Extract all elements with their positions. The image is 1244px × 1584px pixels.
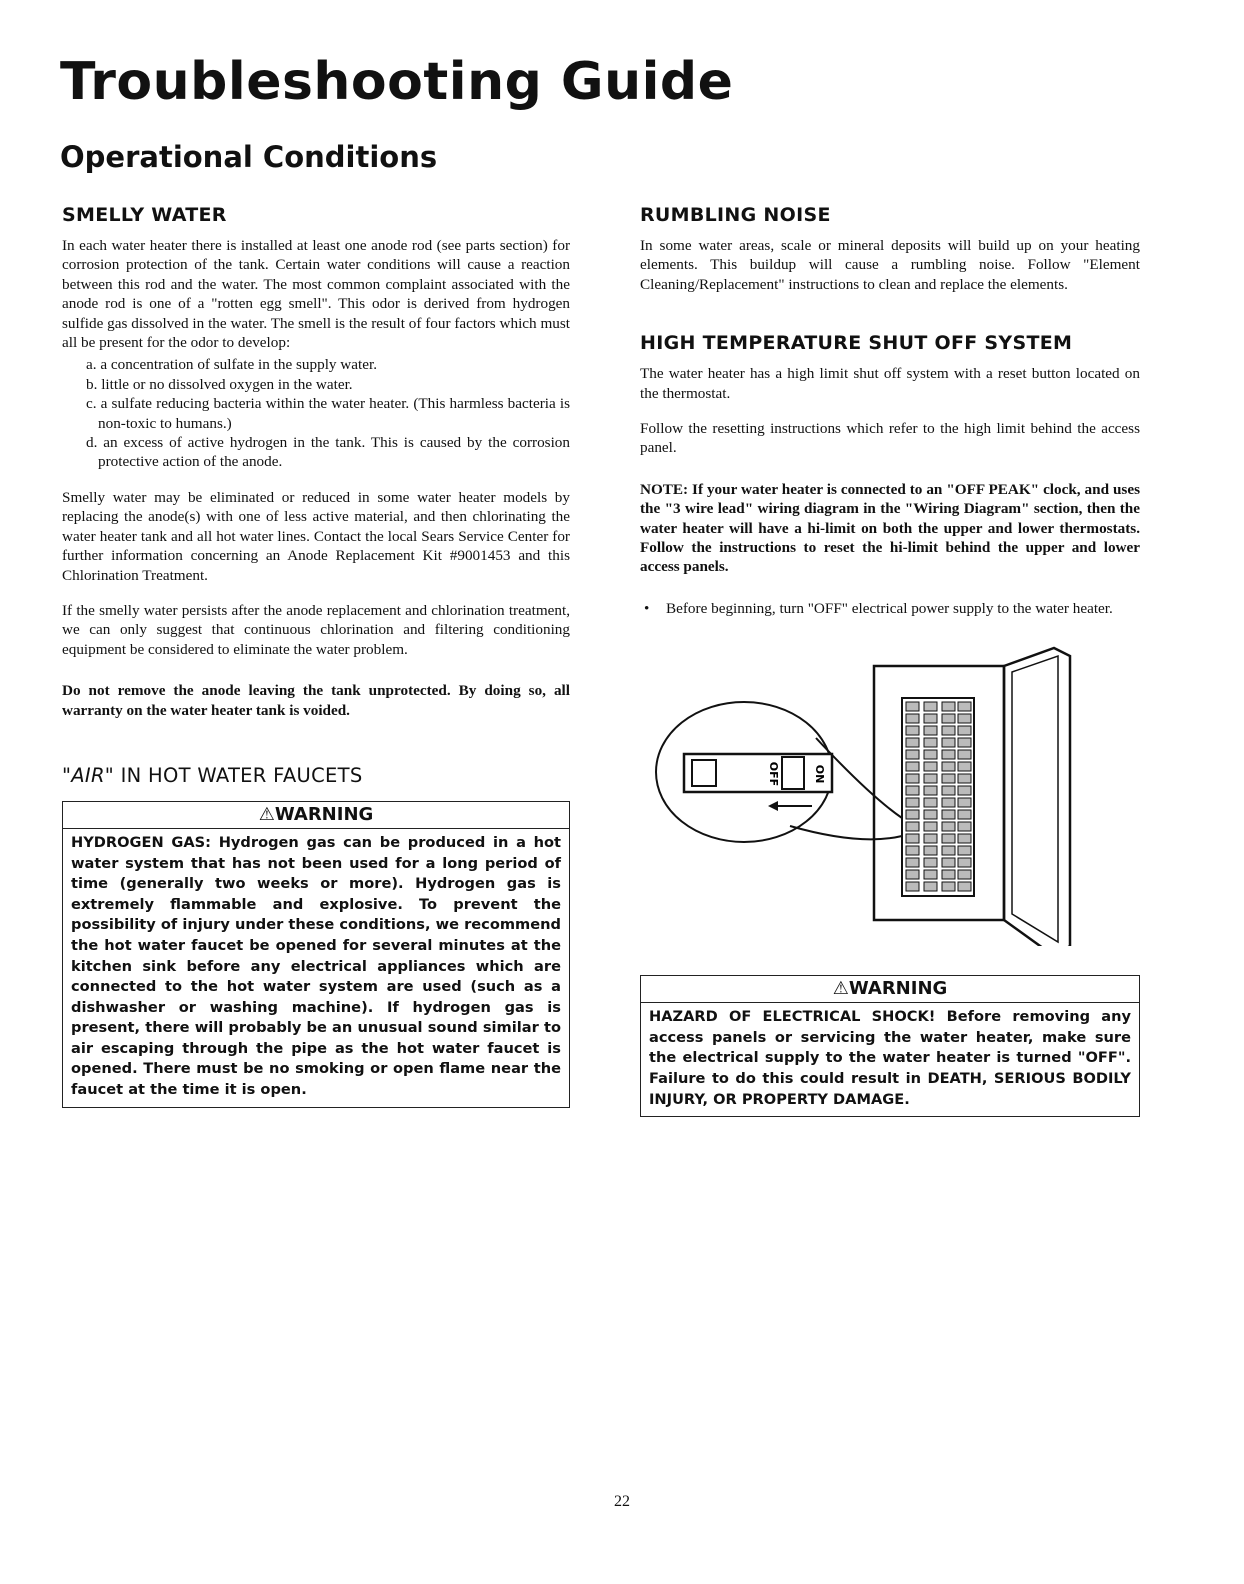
off-peak-note: NOTE: If your water heater is connected to an "OFF PEAK" clock, and uses the "3 wire lead" wiring diagram in the "Wiring Diagram" section, then the water heater will have a hi-limit on both the upper and lower thermostats. Follow the instructions to reset the hi-limit behind the upper and lower access panels. — [640, 480, 1140, 576]
breaker-switch — [906, 714, 919, 723]
breaker-off-label: OFF — [767, 762, 780, 787]
warning-title: WARNING — [848, 978, 948, 1000]
breaker-switch — [958, 846, 971, 855]
factor-item: a. a concentration of sulfate in the supply water. — [86, 356, 377, 374]
breaker-switch — [958, 858, 971, 867]
breaker-switch — [906, 750, 919, 759]
breaker-panel-diagram — [640, 646, 1140, 951]
breaker-switch — [906, 702, 919, 711]
breaker-window — [692, 760, 716, 786]
breaker-switch — [942, 738, 955, 747]
breaker-switch — [958, 822, 971, 831]
breaker-switch — [942, 774, 955, 783]
rumbling-noise-text: In some water areas, scale or mineral deposits will build up on your heating elements. This buildup will cause a rumbling noise. Follow "Element Cleaning/Replacement" instructions to clean and replace the elements. — [640, 237, 1140, 293]
hydrogen-warning-box — [62, 801, 570, 1108]
breaker-switch — [924, 810, 937, 819]
breaker-switch — [942, 822, 955, 831]
high-temp-para2: Follow the resetting instructions which refer to the high limit behind the access panel. — [640, 420, 1140, 457]
breaker-switch — [924, 726, 937, 735]
high-temp-section — [640, 332, 1140, 1117]
breaker-switch — [924, 846, 937, 855]
rumbling-noise-section — [640, 204, 1140, 294]
breaker-switch — [906, 738, 919, 747]
breaker-switch — [924, 834, 937, 843]
breaker-switch — [942, 810, 955, 819]
power-off-bullet — [640, 599, 1140, 618]
magnifier-line-bottom — [790, 826, 902, 839]
rumbling-noise-heading: RUMBLING NOISE — [640, 204, 831, 226]
breaker-toggle — [782, 757, 804, 789]
breaker-switch — [924, 714, 937, 723]
warning-title: WARNING — [274, 803, 374, 825]
high-temp-para1: The water heater has a high limit shut off system with a reset button located on the thermostat. — [640, 365, 1140, 402]
power-off-text: Before beginning, turn "OFF" electrical power supply to the water heater. — [666, 599, 1113, 617]
breaker-switch — [958, 870, 971, 879]
breaker-switch — [924, 702, 937, 711]
breaker-switch — [924, 786, 937, 795]
breaker-switch — [942, 786, 955, 795]
breaker-switch — [958, 786, 971, 795]
page-subtitle: Operational Conditions — [60, 140, 438, 174]
breaker-switch — [958, 750, 971, 759]
warning-header — [63, 802, 569, 829]
breaker-switch — [942, 762, 955, 771]
breaker-switch — [942, 858, 955, 867]
breaker-switch — [958, 810, 971, 819]
breaker-switch — [942, 702, 955, 711]
anode-warning-note: Do not remove the anode leaving the tank unprotected. By doing so, all warranty on the water heater tank is voided. — [62, 682, 570, 719]
breaker-switch — [906, 882, 919, 891]
breaker-switch — [958, 834, 971, 843]
air-faucets-heading — [62, 764, 570, 787]
breaker-switch — [958, 714, 971, 723]
breaker-switch — [942, 798, 955, 807]
breaker-switch — [942, 882, 955, 891]
breaker-switch — [924, 762, 937, 771]
breaker-switch — [906, 774, 919, 783]
breaker-switch — [958, 726, 971, 735]
breaker-switch — [958, 762, 971, 771]
breaker-switch — [942, 846, 955, 855]
breaker-on-label: ON — [813, 765, 826, 784]
warning-triangle-icon: ⚠ — [832, 978, 849, 1000]
breaker-switch — [924, 870, 937, 879]
breaker-switch — [906, 846, 919, 855]
left-column — [62, 204, 570, 1108]
breaker-switch — [924, 738, 937, 747]
smelly-water-para3: If the smelly water persists after the anode replacement and chlorination treatment, we can only suggest that continuous chlorination and filtering conditioning equipment be considered to eliminate the water problem. — [62, 601, 570, 658]
warning-triangle-icon: ⚠ — [258, 803, 275, 825]
page-number: 22 — [614, 1493, 630, 1510]
breaker-switch — [942, 870, 955, 879]
breaker-switch — [958, 774, 971, 783]
breaker-switch — [958, 702, 971, 711]
high-temp-heading: HIGH TEMPERATURE SHUT OFF SYSTEM — [640, 332, 1073, 355]
factor-item: b. little or no dissolved oxygen in the water. — [86, 375, 353, 393]
factor-item: d. an excess of active hydrogen in the tank. This is caused by the corrosion protective action of the anode. — [86, 434, 570, 471]
panel-door-inner — [1012, 656, 1058, 942]
breaker-switch — [958, 882, 971, 891]
breaker-switch — [924, 858, 937, 867]
right-column — [640, 204, 1140, 1117]
smelly-water-para2: Smelly water may be eliminated or reduced in some water heater models by replacing the anode(s) with one of less active material, and then chlorinating the water heater tank and all hot water lines. Contact the local Sears Service Center for further information concerning an Anode Replacement Kit #9001453 and this Chlorination Treatment. — [62, 488, 570, 584]
breaker-switch — [942, 750, 955, 759]
breaker-switch — [942, 714, 955, 723]
warning-header — [641, 976, 1139, 1003]
breaker-panel-illustration — [640, 646, 1140, 946]
smelly-water-section — [62, 204, 570, 720]
air-heading-italic: "AIR" — [62, 763, 115, 787]
electrical-warning-box — [640, 975, 1140, 1117]
breaker-switch — [924, 798, 937, 807]
breaker-switch — [906, 726, 919, 735]
hydrogen-warning-text: HYDROGEN GAS: Hydrogen gas can be produced in a hot water system that has not been used for a long period of time (generally two weeks or more). Hydrogen gas is extremely flammable and explosive. To prevent the possibility of injury under these conditions, we recommend the hot water faucet be opened for several minutes at the kitchen sink before any electrical appliances which are connected to the hot water system are used (such as a dishwasher or washing machine). If hydrogen gas is present, there will probably be an unusual sound similar to air escaping through the pipe as the hot water faucet is opened. There must be no smoking or open flame near the faucet at the time it is open. — [71, 833, 561, 1099]
factor-item: c. a sulfate reducing bacteria within the water heater. (This harmless bacteria is non-toxic to humans.) — [86, 395, 570, 432]
breaker-switch — [906, 762, 919, 771]
breaker-switch — [924, 774, 937, 783]
breaker-switch — [924, 750, 937, 759]
breaker-switch — [906, 810, 919, 819]
page-title: Troubleshooting Guide — [60, 52, 734, 112]
bullet-dot-icon: • — [644, 599, 650, 617]
breaker-switch — [906, 786, 919, 795]
smelly-water-heading: SMELLY WATER — [62, 204, 227, 226]
breaker-switch — [906, 858, 919, 867]
air-heading-rest: IN HOT WATER FAUCETS — [114, 763, 363, 787]
smelly-water-intro: In each water heater there is installed at least one anode rod (see parts section) for corrosion protection of the tank. Certain water conditions will cause a reaction between this rod and the water. The most common complaint associated with the anode rod is one of a "rotten egg smell". This odor is derived from hydrogen sulfide gas dissolved in the water. The smell is the result of four factors which must all be present for the odor to develop: — [62, 237, 570, 352]
breaker-switch — [924, 882, 937, 891]
air-faucets-section — [62, 764, 570, 1108]
breaker-switch — [906, 834, 919, 843]
panel-door — [1004, 648, 1070, 946]
breaker-switch — [906, 798, 919, 807]
breaker-switch — [906, 822, 919, 831]
breaker-switch — [958, 798, 971, 807]
breaker-switch — [924, 822, 937, 831]
breaker-switch — [942, 726, 955, 735]
breaker-switch — [942, 834, 955, 843]
breaker-switch — [906, 870, 919, 879]
breaker-switch — [958, 738, 971, 747]
electrical-warning-text: HAZARD OF ELECTRICAL SHOCK! Before removing any access panels or servicing the water heater, make sure the electrical supply to the water heater is turned "OFF". Failure to do this could result in DEATH, SERIOUS BODILY INJURY, OR PROPERTY DAMAGE. — [649, 1008, 1131, 1108]
factor-list — [62, 355, 570, 471]
